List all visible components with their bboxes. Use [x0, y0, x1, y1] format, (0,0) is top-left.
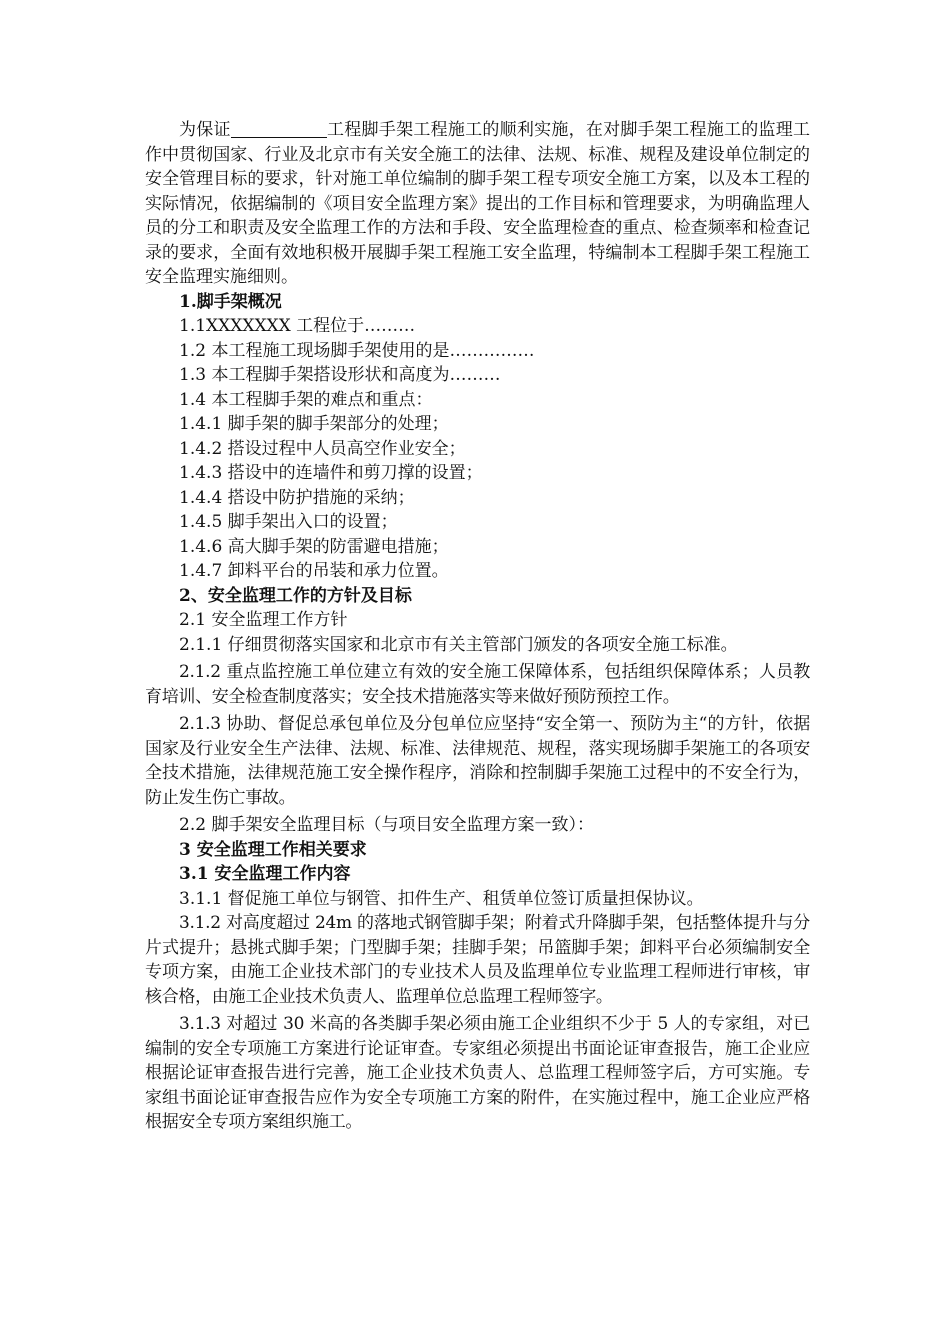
subsection-3-1: 3.1 安全监理工作内容 [179, 864, 351, 884]
intro-body: 工程脚手架工程施工的顺利实施，在对脚手架工程施工的监理工作中贯彻国家、行业及北京市有关安全施工的法律、法规、标准、规程及建设单位制定的安全管理目标的要求，针对施工单位编制的脚手架工程专项安全施工方案，以及本工程的实际情况，依据编制的《项目安全监理方案》提出的工作目标和管理要求，为明确监理人员的分工和职责及安全监理工作的方法和手段、安全监理检查的重点、检查频率和检查记录的要求，全面有效地积极开展脚手架工程施工安全监理，特编制本工程脚手架工程施工安全监理实施细则。 [145, 120, 811, 287]
section3-heading: 3 安全监理工作相关要求 [179, 839, 367, 860]
item-1-4-2: 1.4.2 搭设过程中人员高空作业安全； [179, 438, 466, 459]
item-1-4: 1.4 本工程脚手架的难点和重点： [179, 389, 433, 410]
paragraph-3-1-1: 3.1.1 督促施工单位与钢管、扣件生产、租赁单位签订质量担保协议。 [179, 888, 704, 909]
paragraph-3-1-2: 3.1.2 对高度超过 24m 的落地式钢管脚手架；附着式升降脚手架，包括整体提升与分片式提升；悬挑式脚手架；门型脚手架；挂脚手架；吊篮脚手架；卸料平台必须编制安全专项方案，由施工企业技术部门的专业技术人员及监理单位专业监理工程师进行审核，审核合格，由施工企业技术负责人、监理单位总监理工程师签字。 [145, 913, 810, 1007]
subsection-2-2: 2.2 脚手架安全监理目标（与项目安全监理方案一致）： [179, 815, 594, 835]
subsection-2-1: 2.1 安全监理工作方针 [179, 610, 348, 630]
paragraph-2-1-3: 2.1.3 协助、督促总承包单位及分包单位应坚持“安全第一、预防为主“的方针，依据国家及行业安全生产法律、法规、标准、法律规范、规程，落实现场脚手架施工的各项安全技术措施，法律规范施工安全操作程序，消除和控制脚手架施工过程中的不安全行为，防止发生伤亡事故。 [145, 714, 810, 808]
item-1-4-3: 1.4.3 搭设中的连墙件和剪刀撑的设置； [179, 463, 483, 483]
item-1-4-4: 1.4.4 搭设中防护措施的采纳； [179, 487, 415, 508]
item-1-2: 1.2 本工程施工现场脚手架使用的是…………… [179, 340, 535, 361]
intro-lead: 为保证 [179, 120, 231, 140]
item-1-4-5: 1.4.5 脚手架出入口的设置； [179, 512, 398, 532]
blank-line [231, 119, 327, 138]
item-1-4-6: 1.4.6 高大脚手架的防雷避电措施； [179, 536, 449, 557]
section1-heading: 1.脚手架概况 [179, 291, 282, 312]
paragraph-2-1-2: 2.1.2 重点监控施工单位建立有效的安全施工保障体系，包括组织保障体系；人员教育培训、安全检查制度落实；安全技术措施落实等来做好预防预控工作。 [145, 662, 810, 707]
item-1-4-1: 1.4.1 脚手架的脚手架部分的处理； [179, 414, 449, 434]
section2-heading: 2、安全监理工作的方针及目标 [179, 585, 412, 606]
intro-paragraph [145, 118, 810, 290]
item-1-3: 1.3 本工程脚手架搭设形状和高度为……… [179, 365, 501, 385]
paragraph-2-1-1: 2.1.1 仔细贯彻落实国家和北京市有关主管部门颁发的各项安全施工标准。 [179, 634, 738, 655]
document-page [145, 118, 810, 1135]
paragraph-3-1-3: 3.1.3 对超过 30 米高的各类脚手架必须由施工企业组织不少于 5 人的专家组，对已编制的安全专项施工方案进行论证审查。专家组必须提出书面论证审查报告，施工企业应根据论证审查报告进行完善，施工企业技术负责人、总监理工程师签字后，方可实施。专家组书面论证审查报告应作为安全专项施工方案的附件，在实施过程中，施工企业应严格根据安全专项方案组织施工。 [145, 1014, 810, 1132]
item-1-1: 1.1XXXXXXX 工程位于……… [179, 316, 416, 336]
item-1-4-7: 1.4.7 卸料平台的吊装和承力位置。 [179, 561, 449, 581]
